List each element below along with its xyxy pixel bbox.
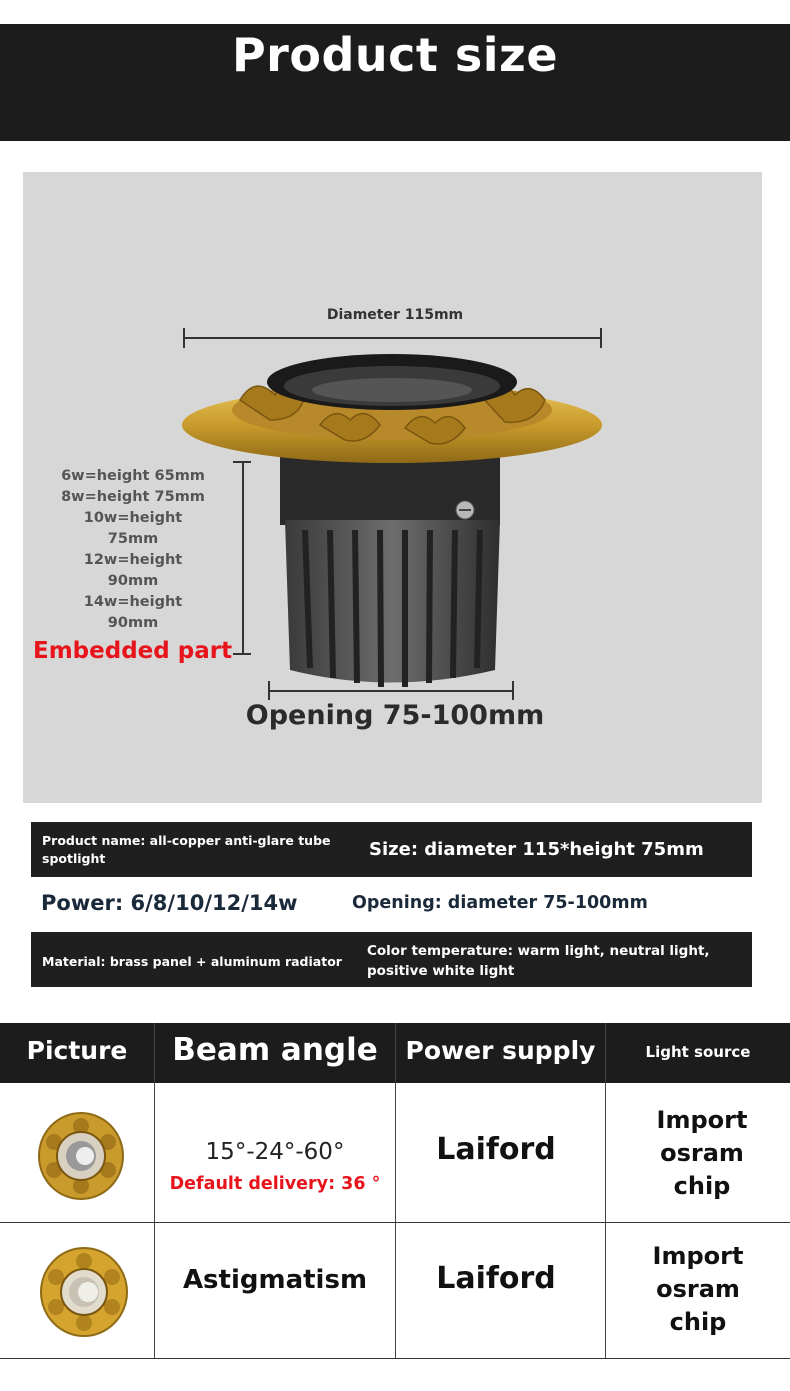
beam-angle-value: Astigmatism: [182, 1265, 368, 1295]
diameter-dimension-line: [183, 337, 601, 339]
height-line: 6w=height 65mm: [61, 468, 205, 484]
row-divider: [0, 1222, 790, 1223]
light-source-line: osram: [656, 1275, 740, 1303]
height-line: 10w=height: [83, 510, 183, 526]
row-divider: [0, 1358, 790, 1359]
beam-angle-value: 15°-24°-60°: [205, 1139, 345, 1165]
light-source-value: [606, 1240, 790, 1339]
light-source-line: Import: [652, 1242, 744, 1270]
product-thumbnail: [38, 1112, 124, 1200]
product-name: Product name: all-copper anti-glare tube spotlight: [42, 833, 331, 866]
th-light-source: Light source: [645, 1043, 751, 1061]
diameter-tick-right: [600, 328, 602, 348]
height-line: 8w=height 75mm: [61, 489, 205, 505]
material-spec: Material: brass panel + aluminum radiator: [42, 954, 342, 969]
height-line: 14w=height: [83, 594, 183, 610]
height-line: 90mm: [107, 615, 159, 631]
height-tick-bottom: [233, 653, 251, 655]
light-source-value: [606, 1104, 790, 1203]
light-source-line: chip: [673, 1172, 731, 1200]
height-list: [30, 466, 236, 634]
power-spec: Power: 6/8/10/12/14w: [41, 891, 298, 915]
th-power-supply: Power supply: [405, 1036, 596, 1065]
opening-dimension-line: [268, 690, 513, 692]
th-beam-angle: Beam angle: [172, 1032, 378, 1068]
opening-label: Opening 75-100mm: [245, 700, 545, 731]
height-line: 90mm: [107, 573, 159, 589]
height-line: 12w=height: [83, 552, 183, 568]
diameter-tick-left: [183, 328, 185, 348]
light-source-line: chip: [669, 1308, 727, 1336]
light-source-line: osram: [660, 1139, 744, 1167]
height-line: 75mm: [107, 531, 159, 547]
opening-tick-left: [268, 681, 270, 700]
beam-angle-note: Default delivery: 36 °: [169, 1174, 381, 1194]
light-source-line: Import: [656, 1106, 748, 1134]
size-spec: Size: diameter 115*height 75mm: [369, 839, 704, 860]
height-tick-top: [233, 461, 251, 463]
height-dimension-line: [242, 461, 244, 654]
col-divider: [395, 1023, 396, 1359]
power-supply-value: Laiford: [436, 1261, 556, 1296]
th-picture: Picture: [26, 1036, 128, 1065]
downlight-illustration: [170, 350, 620, 700]
power-supply-value: Laiford: [436, 1132, 556, 1167]
color-temperature-spec: Color temperature: warm light, neutral light, positive white light: [367, 943, 710, 979]
product-thumbnail: [40, 1247, 128, 1337]
embedded-part-label: Embedded part: [33, 638, 233, 664]
diameter-label: Diameter 115mm: [326, 307, 464, 323]
page-title: Product size: [231, 28, 559, 82]
opening-tick-right: [512, 681, 514, 700]
opening-spec: Opening: diameter 75-100mm: [352, 893, 648, 913]
